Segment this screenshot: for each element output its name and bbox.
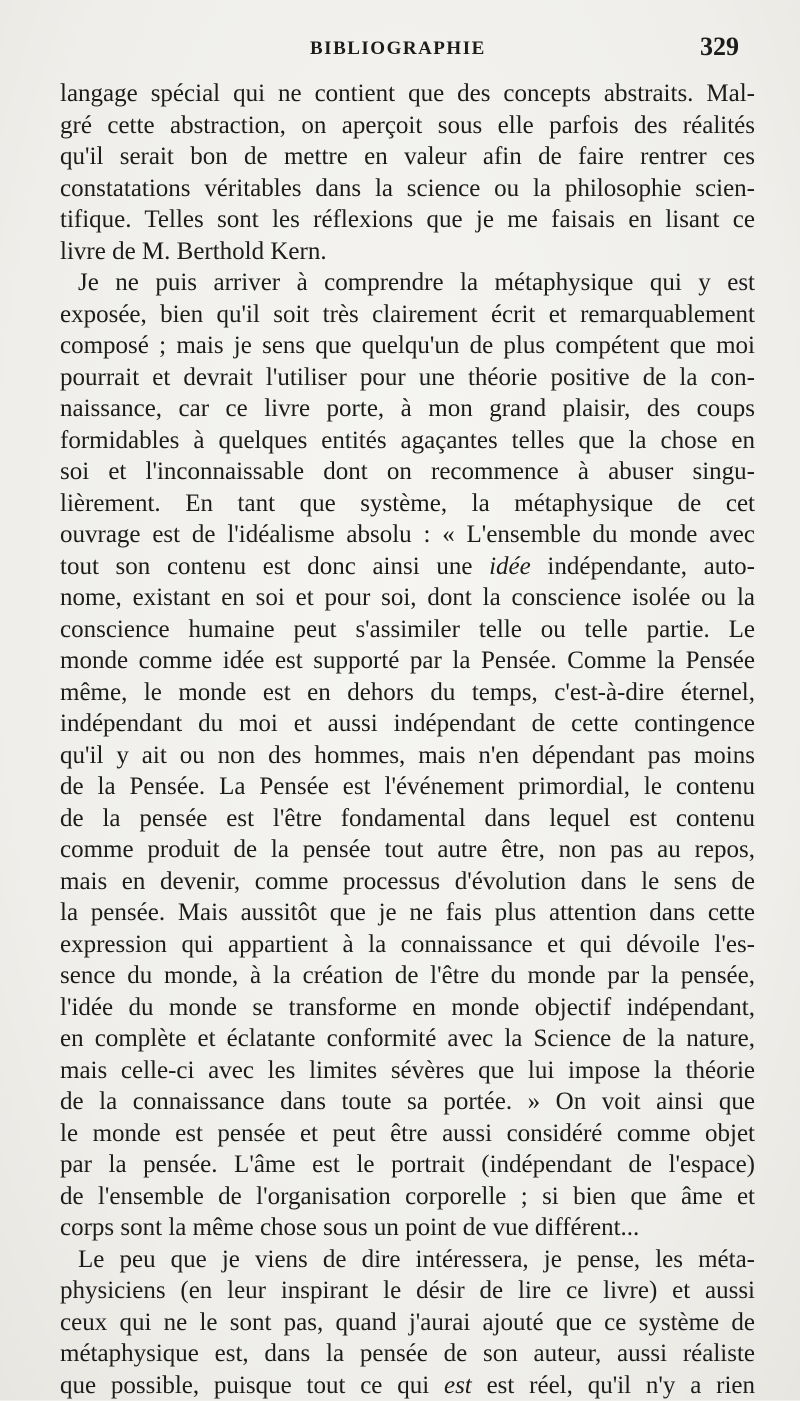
text-line: composé ; mais je sens que quelqu'un de plus compétent que moi [60, 330, 755, 362]
text-line: gré cette abstraction, on aperçoit sous elle parfois des réalités [60, 110, 755, 142]
text-line: comme produit de la pensée tout autre être, non pas au repos, [60, 834, 755, 866]
text-line: de l'ensemble de l'organisation corporelle ; si bien que âme et [60, 1181, 755, 1213]
text-line: que possible, puisque tout ce qui est est réel, qu'il n'y a rien [60, 1370, 755, 1401]
text-line: pourrait et devrait l'utiliser pour une théorie positive de la con- [60, 362, 755, 394]
page-number: 329 [700, 32, 739, 62]
paragraph [60, 1244, 755, 1401]
body-text [60, 78, 755, 1401]
text-line: nome, existant en soi et pour soi, dont la conscience isolée ou la [60, 582, 755, 614]
italic-word: idée [489, 553, 531, 580]
text-line: naissance, car ce livre porte, à mon grand plaisir, des coups [60, 393, 755, 425]
italic-word: est [444, 1372, 472, 1399]
text-line: de la pensée est l'être fondamental dans lequel est contenu [60, 803, 755, 835]
text-line: qu'il serait bon de mettre en valeur afin de faire rentrer ces [60, 141, 755, 173]
text-line: livre de M. Berthold Kern. [60, 236, 755, 268]
text-line: le monde est pensée et peut être aussi considéré comme objet [60, 1118, 755, 1150]
text-line: lièrement. En tant que système, la métaphysique de cet [60, 488, 755, 520]
text-line: même, le monde est en dehors du temps, c'est-à-dire éternel, [60, 677, 755, 709]
text-line: qu'il y ait ou non des hommes, mais n'en dépendant pas moins [60, 740, 755, 772]
text-line: tifique. Telles sont les réflexions que je me faisais en lisant ce [60, 204, 755, 236]
text-line: par la pensée. L'âme est le portrait (indépendant de l'espace) [60, 1149, 755, 1181]
text-line: en complète et éclatante conformité avec la Science de la nature, [60, 1023, 755, 1055]
text-line: physiciens (en leur inspirant le désir de lire ce livre) et aussi [60, 1275, 755, 1307]
text-line: corps sont la même chose sous un point de vue différent... [60, 1212, 755, 1244]
text-line: constatations véritables dans la science ou la philosophie scien- [60, 173, 755, 205]
text-line: formidables à quelques entités agaçantes telles que la chose en [60, 425, 755, 457]
paragraph [60, 267, 755, 1244]
text-line: mais en devenir, comme processus d'évolution dans le sens de [60, 866, 755, 898]
running-head: BIBLIOGRAPHIE [310, 38, 486, 60]
text-line: soi et l'inconnaissable dont on recommence à abuser singu- [60, 456, 755, 488]
text-line: indépendant du moi et aussi indépendant de cette contingence [60, 708, 755, 740]
text-line: la pensée. Mais aussitôt que je ne fais plus attention dans cette [60, 897, 755, 929]
text-line: Je ne puis arriver à comprendre la métaphysique qui y est [60, 267, 755, 299]
paragraph [60, 78, 755, 267]
text-line: ouvrage est de l'idéalisme absolu : « L'ensemble du monde avec [60, 519, 755, 551]
text-line: métaphysique est, dans la pensée de son auteur, aussi réaliste [60, 1338, 755, 1370]
text-line: expression qui appartient à la connaissance et qui dévoile l'es- [60, 929, 755, 961]
text-line: ceux qui ne le sont pas, quand j'aurai ajouté que ce système de [60, 1307, 755, 1339]
page-header [0, 34, 800, 70]
text-line: mais celle-ci avec les limites sévères que lui impose la théorie [60, 1055, 755, 1087]
text-line: l'idée du monde se transforme en monde objectif indépendant, [60, 992, 755, 1024]
text-line: de la connaissance dans toute sa portée. » On voit ainsi que [60, 1086, 755, 1118]
text-line: conscience humaine peut s'assimiler telle ou telle partie. Le [60, 614, 755, 646]
text-line: monde comme idée est supporté par la Pensée. Comme la Pensée [60, 645, 755, 677]
text-line: tout son contenu est donc ainsi une idée indépendante, auto- [60, 551, 755, 583]
text-line: de la Pensée. La Pensée est l'événement primordial, le contenu [60, 771, 755, 803]
text-line: sence du monde, à la création de l'être du monde par la pensée, [60, 960, 755, 992]
text-line: exposée, bien qu'il soit très clairement écrit et remarquablement [60, 299, 755, 331]
text-line: langage spécial qui ne contient que des concepts abstraits. Mal- [60, 78, 755, 110]
text-line: Le peu que je viens de dire intéressera, je pense, les méta- [60, 1244, 755, 1276]
